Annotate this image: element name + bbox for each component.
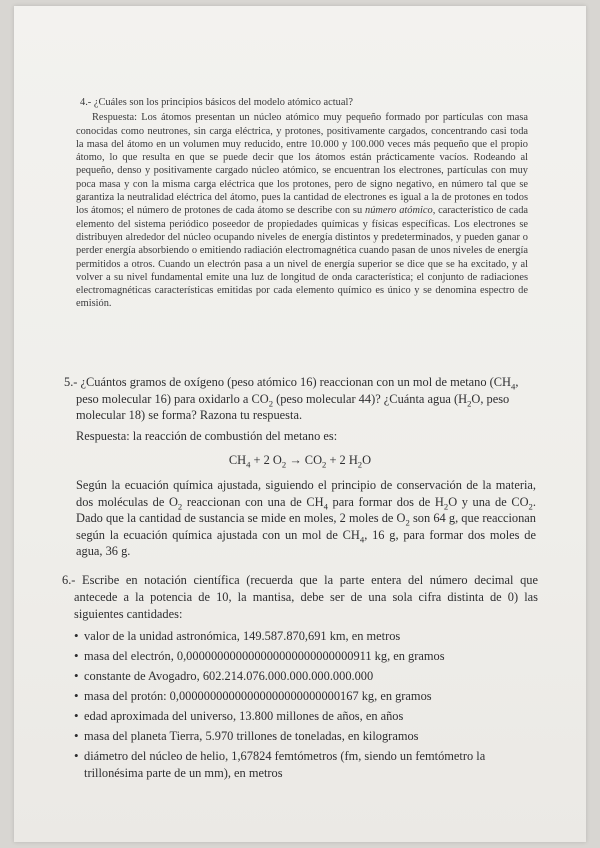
list-item: • valor de la unidad astronómica, 149.587.870,691 km, en metros (74, 628, 538, 645)
expl-part: son 64 g, que reaccionan según la ecuación química ajustada con un mol de CH (76, 511, 536, 542)
expl-sub: 4 (359, 534, 365, 545)
list-item: • constante de Avogadro, 602.214.076.000.000.000.000.000 (74, 668, 538, 685)
expl-part: Según la ecuación química ajustada, siguiendo el principio de conservación de la materia, dos moléculas de O (76, 477, 536, 509)
eq-sub: 2 (322, 459, 327, 470)
list-item: • masa del protón: 0,00000000000000000000000000167 kg, en gramos (74, 688, 538, 705)
expl-part: O y una de CO (448, 494, 529, 509)
eq-part: CH (228, 453, 247, 468)
expl-part: reaccionan con una de CH (182, 494, 324, 509)
eq-part: + 2 O (250, 453, 282, 468)
expl-sub: 2 (443, 501, 449, 512)
expl-part: para formar dos de H (327, 494, 444, 509)
eq-sub: 2 (281, 459, 287, 470)
answer-text-part2: , característico de cada elemento del sistema periódico poseedor de propiedades químicas y físicas específicas. Los electrones se distribuyen alrededor del núcleo ocupando niveles de energía distintos y predeterminados, y pueden ganar o perder energía absorbiendo o emitiendo radiación electromagnética cuando pasan de unos niveles de energía permitidos a otros. Cuando un electrón pasa a un nivel de energía superior se dice que se ha excitado, y al volver a su nivel fundamental emite una luz de longitud de onda característica; el conjunto de radiaciones electromagnéticas características emitidas por cada elemento químico es único y se denomina espectro de emisión. (76, 205, 528, 310)
question-5-explanation (76, 477, 536, 560)
question-5-text (64, 374, 536, 424)
answer-label: Respuesta: (92, 112, 138, 124)
expl-part: , 16 g, para formar dos moles de agua, 36 g. (76, 527, 536, 559)
eq-part: + 2 H (326, 453, 358, 468)
question-4-block (76, 96, 528, 311)
combustion-equation (64, 452, 536, 469)
list-item: • masa del electrón, 0,000000000000000000000000000911 kg, en gramos (74, 648, 538, 665)
eq-part: O (362, 453, 372, 468)
expl-sub: 2 (405, 517, 410, 528)
question-6-text: 6.- Escribe en notación científica (recuerda que la parte entera del número decimal que antecede a la potencia de 10, la mantisa, debe ser de una sola cifra distinta de 0) las siguientes cantidades: (62, 573, 538, 621)
q5-sub: 2 (268, 398, 274, 409)
eq-sub: 4 (246, 459, 251, 470)
question-6-block (62, 572, 538, 785)
list-item: • masa del planeta Tierra, 5.970 trillones de toneladas, en kilogramos (74, 728, 538, 745)
document-page (14, 6, 586, 842)
q5-text-a: 5.- ¿Cuántos gramos de oxígeno (peso atómico 16) reaccionan con un mol de metano (CH (64, 375, 511, 389)
expl-sub: 2 (177, 501, 183, 512)
answer-text-part1: Los átomos presentan un núcleo atómico muy pequeño formado por partículas con masa conocidas como neutrones, sin carga eléctrica, y protones, positivamente cargados, concentrando casi toda la masa del átomo en un volumen muy reducido, entre 10.000 y 100.000 veces más pequeño que el propio átomo, lo que resulta en que se puede decir que los átomos están prácticamente vacíos. Rodeando al pequeño, denso y positivamente cargado núcleo atómico, se encuentran los electrones, partículas con muy poca masa y con la misma carga eléctrica que los protones, pero de signo negativo, en número tal que se garantiza la neutralidad eléctrica del átomo, pues la cantidad de electrones es igual a la de protones en todos los átomos; el número de protones de cada átomo se describe con su (76, 112, 528, 217)
q5-text-d: O, peso molecular 18) se forma? Razona tu respuesta. (76, 391, 510, 423)
expl-sub: 2 (528, 501, 533, 512)
eq-arrow: → CO (286, 453, 323, 468)
question-5-response-intro: Respuesta: la reacción de combustión del metano es: (76, 428, 338, 443)
expl-sub: 4 (323, 501, 328, 512)
question-4-title: 4.- ¿Cuáles son los principios básicos del modelo atómico actual? (80, 97, 353, 108)
quantities-list (62, 628, 538, 782)
q5-text-b: , peso molecular 16) para oxidarlo a CO (76, 375, 519, 406)
question-4-answer (76, 111, 528, 310)
answer-italic-term: número atómico (365, 205, 433, 217)
eq-sub: 2 (357, 459, 363, 470)
question-5-block (64, 374, 536, 560)
q5-sub: 2 (467, 398, 472, 409)
list-item: • diámetro del núcleo de helio, 1,67824 femtómetros (fm, siendo un femtómetro la trillonésima parte de un mm), en metros (74, 748, 538, 782)
q5-sub: 4 (510, 381, 516, 392)
q5-text-c: (peso molecular 44)? ¿Cuánta agua (H (273, 391, 468, 406)
expl-part: . Dado que la cantidad de sustancia se mide en moles, 2 moles de O (76, 494, 536, 526)
list-item: • edad aproximada del universo, 13.800 millones de años, en años (74, 708, 538, 725)
